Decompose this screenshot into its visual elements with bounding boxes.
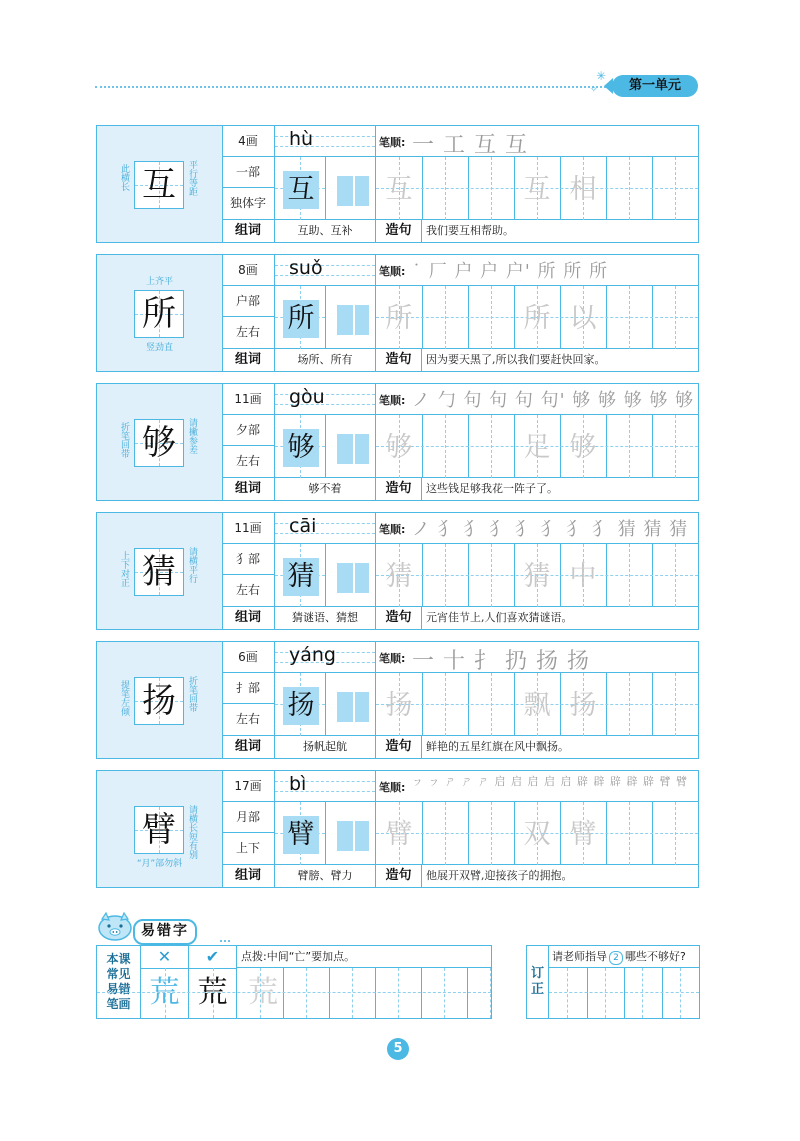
tip-left: 提笔左倾 [119,680,129,716]
stroke-order-cell [376,513,698,544]
model-character: 臂 [283,816,319,854]
wrong-char: 荒 [149,975,180,1010]
practice-grid [222,254,699,372]
sentence-cell [376,478,698,500]
stroke-count: 17画 [222,771,275,802]
writing-cell [275,802,376,865]
sentence: 元宵佳节上,人们喜欢猜谜语。 [426,611,573,624]
words: 互助、互补 [275,220,376,242]
practice-grid [222,383,699,501]
tip-right: 请横长短有别 [187,805,197,859]
big-character: 所 [142,294,176,334]
words-label: 组词 [222,478,275,500]
tip-right: 请横平行 [187,547,197,583]
correction-prompt-text: 请老师指导 [552,950,607,963]
correction-side-label: 订正 [530,966,544,997]
correction-prompt-tail: 哪些不够好? [625,950,686,963]
trace-cell [376,415,698,478]
sentence: 因为要天黑了,所以我们要赶快回家。 [426,353,606,366]
trace-character: 足 [523,432,551,463]
character-box [134,548,184,596]
pinyin: hù [289,128,314,150]
character-box [134,677,184,725]
error-section-title: 易错字 [133,919,197,945]
structure: 左右 [222,704,275,736]
character-block [96,512,698,630]
trace-character: 扬 [385,690,413,721]
trace-cell [376,286,698,349]
radical: 犭部 [222,544,275,575]
trace-character: 臂 [569,819,597,850]
stroke-order-cell [376,771,698,802]
structure: 左右 [222,317,275,349]
structure-shape [355,563,369,593]
stroke-order: ノ 勹 句 句 句 句' 够 够 够 够 够 [412,390,695,411]
correction-section [526,945,700,1019]
page-number: 5 [387,1038,409,1060]
stroke-order-cell [376,642,698,673]
stroke-order-label: 笔顺: [379,265,406,278]
stroke-order-label: 笔顺: [379,781,406,794]
tip-left: 折笔回带 [119,422,129,458]
star-icon: ✳ [596,69,607,83]
big-character: 够 [142,423,176,463]
character-showcase [96,125,223,243]
trace-character: 中 [569,561,597,592]
model-character: 扬 [283,687,319,725]
stroke-order-label: 笔顺: [379,394,406,407]
sentence: 我们要互相帮助。 [426,224,514,237]
stroke-count: 4画 [222,126,275,157]
sentence-cell [376,220,698,242]
trace-character: 以 [569,303,597,334]
character-box [134,806,184,854]
pinyin: gòu [289,386,325,408]
character-block [96,383,698,501]
words: 扬帆起航 [275,736,376,758]
structure: 独体字 [222,188,275,220]
words-label: 组词 [222,865,275,887]
character-box [134,419,184,467]
character-box [134,161,184,209]
words-label: 组词 [222,349,275,371]
tip-top: 上齐平 [145,277,173,287]
character-showcase [96,254,223,372]
sentence-label: 造句 [376,349,422,371]
big-character: 臂 [142,810,176,850]
practice-grid [222,125,699,243]
pinyin: bì [289,773,307,795]
model-character: 所 [283,300,319,338]
trace-character: 相 [569,174,597,205]
radical: 月部 [222,802,275,833]
sentence: 他展开双臂,迎接孩子的拥抱。 [426,869,573,882]
trace-character: 臂 [385,819,413,850]
stroke-order: ノ 犭 犭 犭 犭 犭 犭 犭 猜 猜 猜 [412,519,689,540]
big-character: 猜 [142,552,176,592]
sentence-cell [376,736,698,758]
stroke-order-cell [376,126,698,157]
radical: 户部 [222,286,275,317]
stroke-order-label: 笔顺: [379,523,406,536]
pinyin-cell [275,513,376,544]
writing-cell [275,286,376,349]
practice-grid [222,512,699,630]
trace-character: 够 [385,432,413,463]
trace-char: 荒 [248,975,278,1010]
radical: 扌部 [222,673,275,704]
stroke-order-cell [376,255,698,286]
pinyin-cell [275,771,376,802]
pinyin: suǒ [289,257,323,279]
trace-character: 飘 [523,690,551,721]
sentence-label: 造句 [376,478,422,500]
practice-grid [222,770,699,888]
structure-shape [337,176,353,206]
trace-character: 猜 [523,561,551,592]
trace-cell [376,673,698,736]
pinyin: yáng [289,644,336,666]
structure-shape [337,821,353,851]
character-block [96,641,698,759]
pig-icon [96,911,134,941]
character-showcase [96,770,223,888]
header-dotted-line [95,86,610,88]
pinyin-cell [275,384,376,415]
tip-right: 折笔回带 [187,676,197,712]
trace-character: 互 [523,174,551,205]
words: 场所、所有 [275,349,376,371]
tip-left: 此横长 [119,164,129,191]
trace-character: 所 [385,303,413,334]
structure-shape [355,434,369,464]
sentence: 鲜艳的五星红旗在风中飘扬。 [426,740,569,753]
sentence-label: 造句 [376,736,422,758]
character-block [96,770,698,888]
writing-cell [275,673,376,736]
sentence: 这些钱足够我花一阵子了。 [426,482,558,495]
stroke-order: ㇷ ㇷ ㄕ ㄕ ㄕ 启 启 启 启 启 辟 辟 辟 辟 辟 臂 臂 [412,775,688,788]
tip-right: 请撇参差 [187,418,197,454]
words-label: 组词 [222,220,275,242]
stroke-order: 一 工 互 互 [412,133,528,157]
trace-cell [376,802,698,865]
sentence-label: 造句 [376,865,422,887]
structure: 左右 [222,575,275,607]
character-block [96,125,698,243]
error-section [96,945,492,1019]
right-char: 荒 [197,975,228,1010]
trace-character: 猜 [385,561,413,592]
practice-grid [222,641,699,759]
pinyin-cell [275,642,376,673]
stroke-count: 11画 [222,384,275,415]
trace-character: 双 [523,819,551,850]
character-showcase [96,383,223,501]
sentence-cell [376,865,698,887]
structure-shape [337,563,353,593]
structure-shape [355,176,369,206]
character-showcase [96,641,223,759]
structure-shape [337,692,353,722]
unit-label: 第一单元 [612,75,698,97]
right-mark-icon: ✔ [189,946,236,969]
big-character: 互 [142,165,176,205]
tip-left: 上下对正 [119,551,129,587]
sentence-label: 造句 [376,607,422,629]
trace-cell [376,544,698,607]
number-circle-icon: 2 [609,951,623,965]
star-icon: ✧ [590,85,598,95]
trace-character: 够 [569,432,597,463]
stroke-order-cell [376,384,698,415]
writing-cell [275,415,376,478]
correction-prompt [549,946,699,968]
structure-shape [337,305,353,335]
stroke-count: 8画 [222,255,275,286]
stroke-order: ˙ 厂 户 户 户' 所 所 所 [412,261,608,282]
sentence-cell [376,349,698,371]
words: 臂膀、臂力 [275,865,376,887]
words-label: 组词 [222,736,275,758]
wrong-mark-icon: ✕ [141,946,188,969]
radical: 夕部 [222,415,275,446]
structure-shape [355,305,369,335]
stroke-order-label: 笔顺: [379,652,406,665]
stroke-order-label: 笔顺: [379,136,406,149]
tip-right: 平行等距 [187,160,197,196]
pinyin-cell [275,126,376,157]
character-showcase [96,512,223,630]
writing-cell [275,157,376,220]
stroke-order: 一 十 扌 扔 扬 扬 [412,649,590,673]
structure-shape [355,821,369,851]
words: 猜谜语、猜想 [275,607,376,629]
structure-shape [337,434,353,464]
error-side-label: 本课常见易错笔画 [106,952,131,1011]
title-dots [220,940,230,942]
words: 够不着 [275,478,376,500]
stroke-count: 11画 [222,513,275,544]
trace-character: 互 [385,174,413,205]
trace-character: 所 [523,303,551,334]
radical: 一部 [222,157,275,188]
tip-bottom: 竖劲直 [145,343,173,353]
model-character: 够 [283,429,319,467]
model-character: 猜 [283,558,319,596]
tip-bottom: “月”部勿斜 [136,859,183,869]
character-box [134,290,184,338]
pinyin-cell [275,255,376,286]
pinyin: cāi [289,515,317,537]
error-hint: 点拨:中间“亡”要加点。 [237,946,491,968]
character-block [96,254,698,372]
stroke-count: 6画 [222,642,275,673]
structure: 上下 [222,833,275,865]
model-character: 互 [283,171,319,209]
sentence-cell [376,607,698,629]
sentence-label: 造句 [376,220,422,242]
trace-character: 扬 [569,690,597,721]
structure-shape [355,692,369,722]
writing-cell [275,544,376,607]
structure: 左右 [222,446,275,478]
words-label: 组词 [222,607,275,629]
big-character: 扬 [142,681,176,721]
trace-cell [376,157,698,220]
